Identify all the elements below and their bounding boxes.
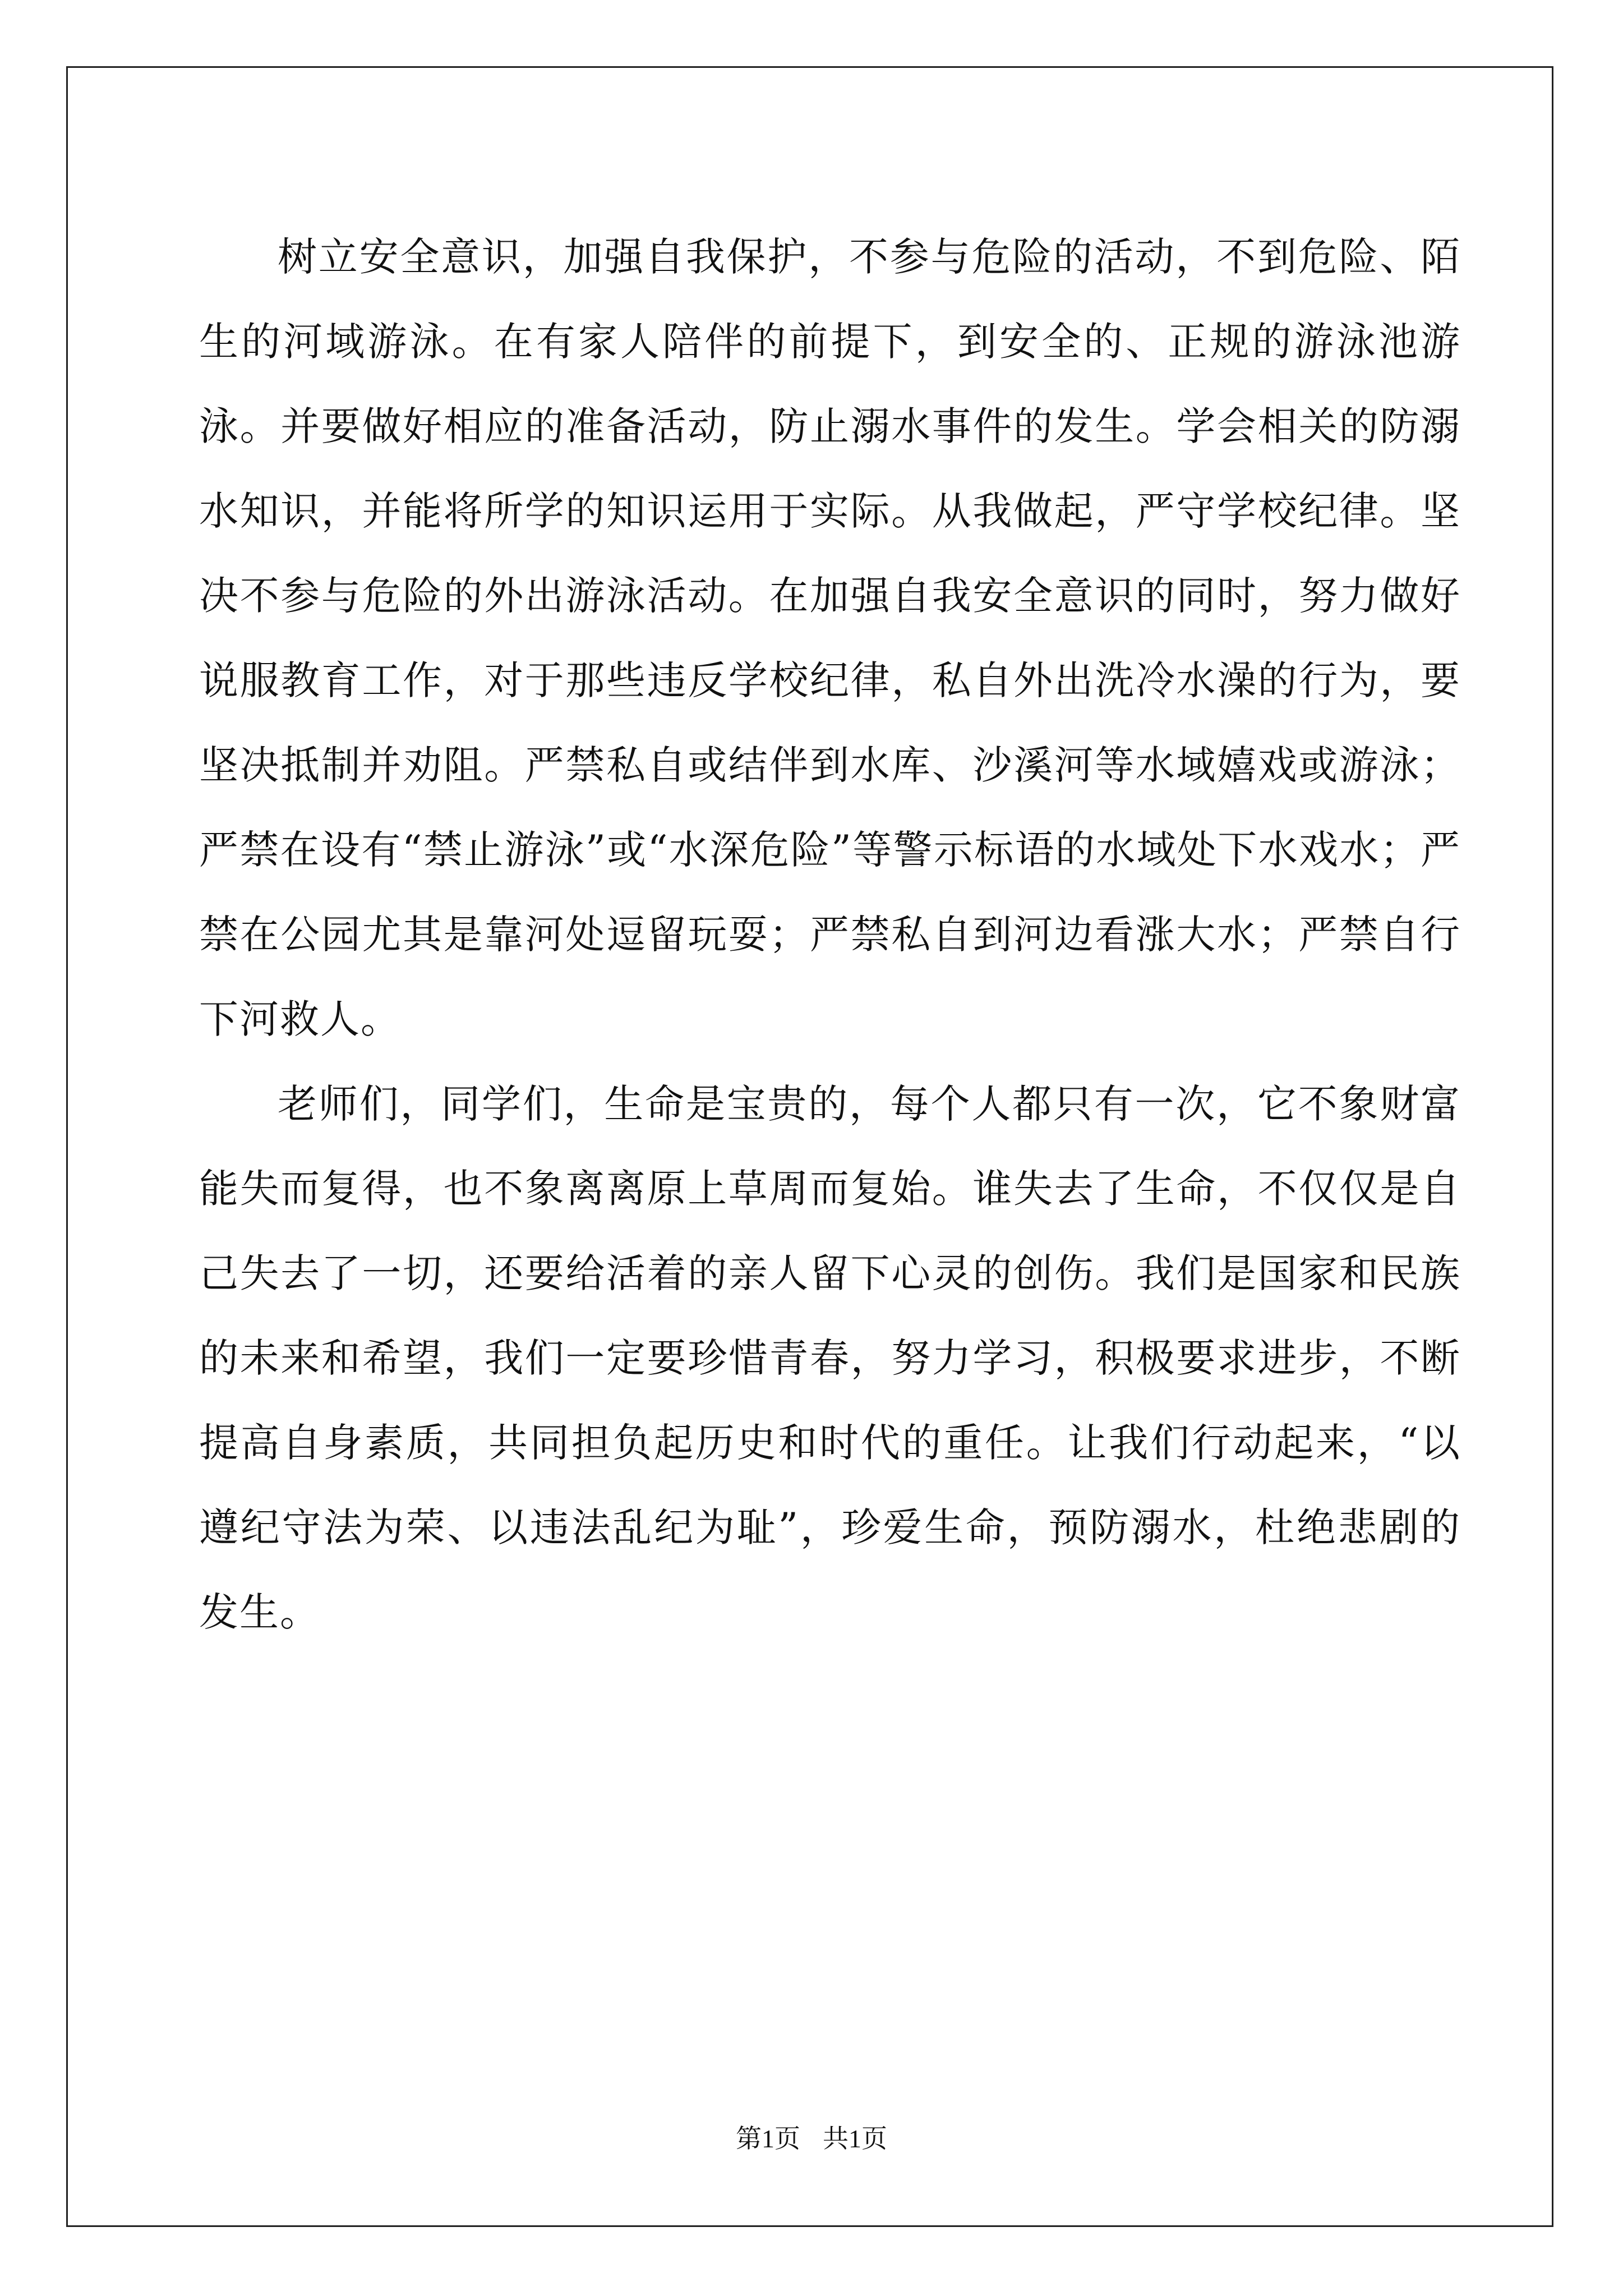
page-footer [0, 2118, 1623, 2155]
paragraph-2: 老师们，同学们，生命是宝贵的，每个人都只有一次，它不象财富能失而复得，也不象离离原上草周而复始。谁失去了生命，不仅仅是自己失去了一切，还要给活着的亲人留下心灵的创伤。我们是国家和民族的未来和希望，我们一定要珍惜青春，努力学习，积极要求进步，不断提高自身素质，共同担负起历史和时代的重任。让我们行动起来，“以遵纪守法为荣、以违法乱纪为耻”，珍爱生命，预防溺水，杜绝悲剧的发生。 [199, 1081, 1461, 1635]
document-body [199, 215, 1461, 1655]
page-total: 共1页 [823, 2124, 887, 2153]
paragraph-1: 树立安全意识，加强自我保护，不参与危险的活动，不到危险、陌生的河域游泳。在有家人陪伴的前提下，到安全的、正规的游泳池游泳。并要做好相应的准备活动，防止溺水事件的发生。学会相关的防溺水知识，并能将所学的知识运用于实际。从我做起，严守学校纪律。坚决不参与危险的外出游泳活动。在加强自我安全意识的同时，努力做好说服教育工作，对于那些违反学校纪律，私自外出洗冷水澡的行为，要坚决抵制并劝阻。严禁私自或结伴到水库、沙溪河等水域嬉戏或游泳；严禁在设有“禁止游泳”或“水深危险”等警示标语的水域处下水戏水；严禁在公园尤其是靠河处逗留玩耍；严禁私自到河边看涨大水；严禁自行下河救人。 [199, 234, 1461, 1042]
page-number: 第1页 [736, 2124, 800, 2153]
